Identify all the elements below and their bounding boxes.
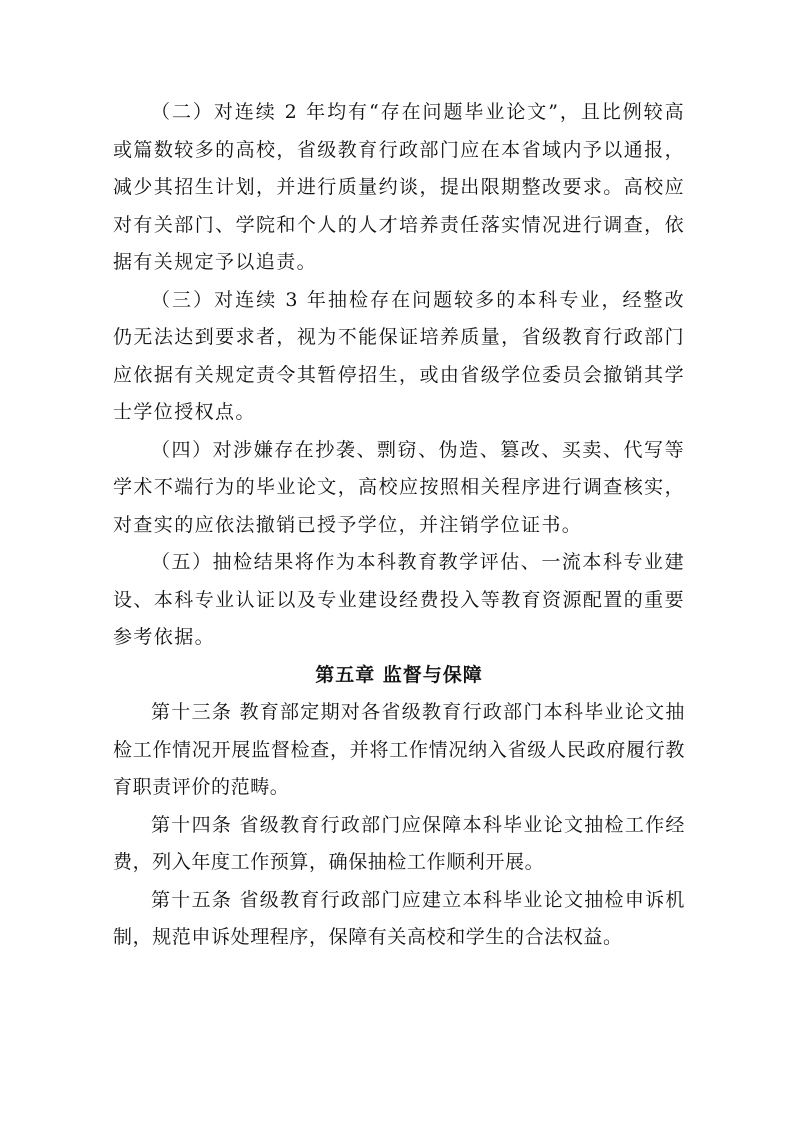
chapter-title: 第五章 监督与保障 — [315, 663, 483, 686]
document-body — [113, 94, 685, 957]
paragraph-item-2: （二）对连续 2 年均有“存在问题毕业论文”，且比例较高或篇数较多的高校，省级教育行政部门应在本省域内予以通报，减少其招生计划，并进行质量约谈，提出限期整改要求。高校应对有关部门、学院和个人的人才培养责任落实情况进行调查，依据有关规定予以追责。 — [113, 101, 685, 273]
paragraph-item-3: （三）对连续 3 年抽检存在问题较多的本科专业，经整改仍无法达到要求者，视为不能保证培养质量，省级教育行政部门应依据有关规定责令其暂停招生，或由省级学位委员会撤销其学士学位授权点。 — [113, 288, 685, 423]
article-15: 第十五条 省级教育行政部门应建立本科毕业论文抽检申诉机制，规范申诉处理程序，保障有关高校和学生的合法权益。 — [113, 888, 685, 948]
paragraph-item-4: （四）对涉嫌存在抄袭、剽窃、伪造、篡改、买卖、代写等学术不端行为的毕业论文，高校应按照相关程序进行调查核实，对查实的应依法撤销已授予学位，并注销学位证书。 — [113, 438, 685, 536]
article-13: 第十三条 教育部定期对各省级教育行政部门本科毕业论文抽检工作情况开展监督检查，并将工作情况纳入省级人民政府履行教育职责评价的范畴。 — [113, 701, 685, 798]
paragraph-item-5: （五）抽检结果将作为本科教育教学评估、一流本科专业建设、本科专业认证以及专业建设经费投入等教育资源配置的重要参考依据。 — [113, 551, 685, 648]
article-14: 第十四条 省级教育行政部门应保障本科毕业论文抽检工作经费，列入年度工作预算，确保抽检工作顺利开展。 — [113, 813, 685, 873]
